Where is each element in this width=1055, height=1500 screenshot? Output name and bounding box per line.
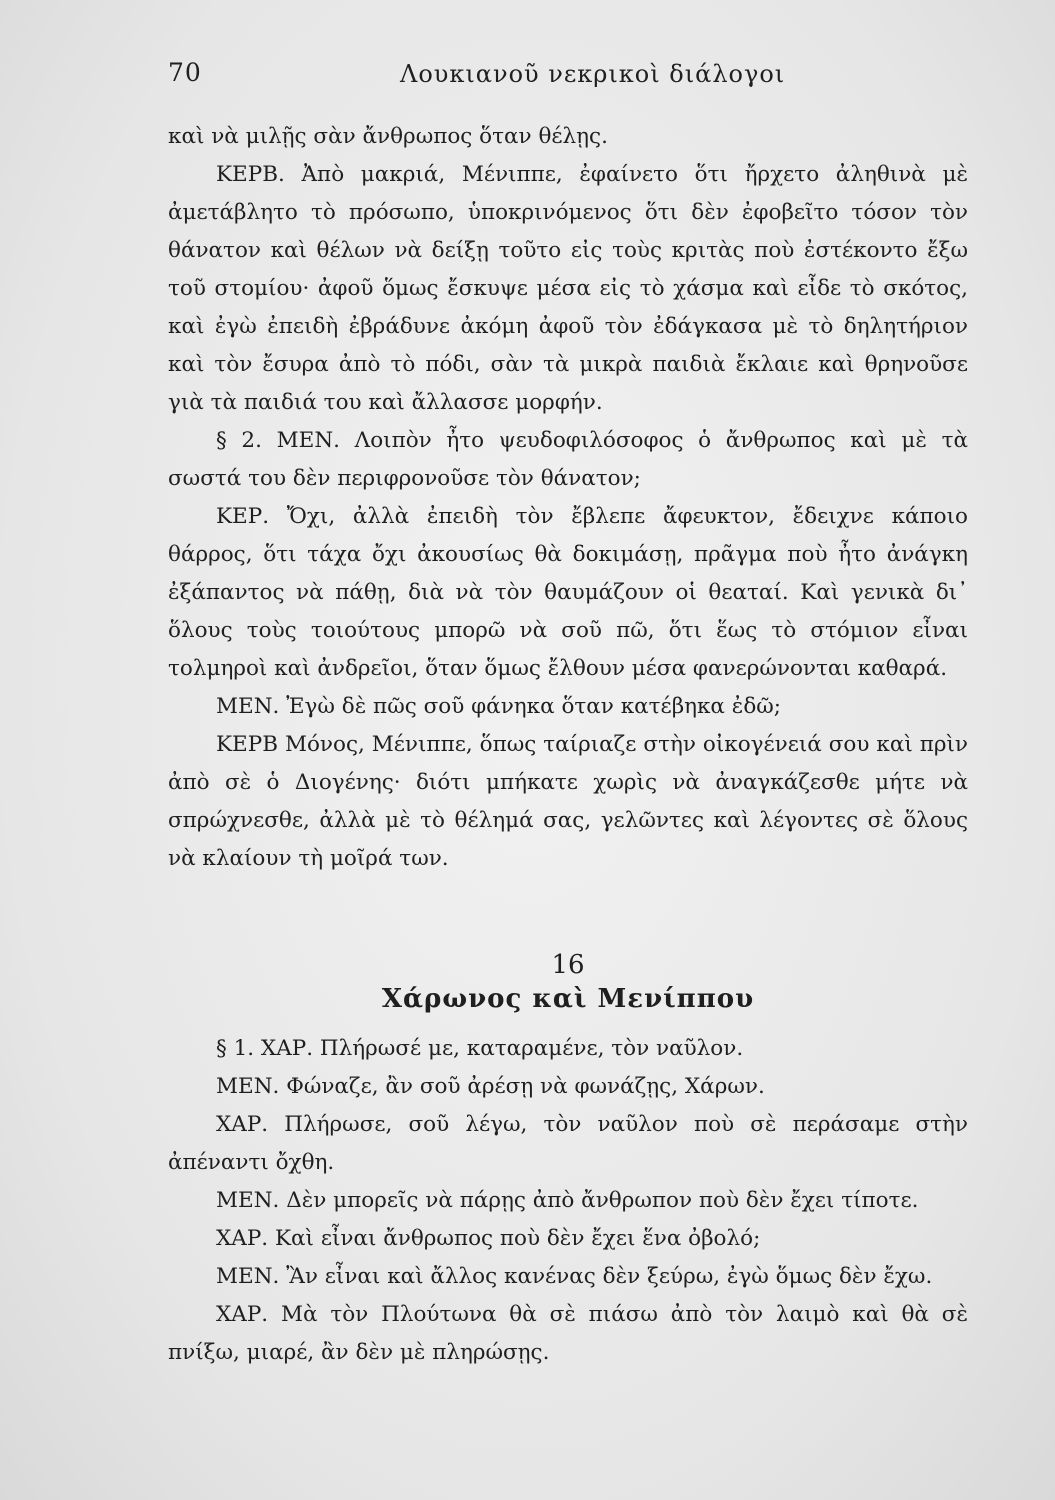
dialogue-title: Χάρωνος καὶ Μενίππου: [381, 984, 755, 1014]
paragraph-char-2: ΧΑΡ. Πλήρωσε, σοῦ λέγω, τὸν ναῦλον ποὺ σὲ περάσαμε στὴν ἀπέναντι ὄχθη.: [168, 1112, 968, 1175]
paragraph-continuation: καὶ νὰ μιλῇς σὰν ἄνθρωπος ὅταν θέλῃς.: [168, 124, 608, 149]
paragraph-char-4: ΧΑΡ. Μὰ τὸν Πλούτωνα θὰ σὲ πιάσω ἀπὸ τὸν λαιμὸ καὶ θὰ σὲ πνίξω, μιαρέ, ἂν δὲν μὲ πληρώσῃς.: [168, 1302, 968, 1365]
paragraph-char-1: § 1. ΧΑΡ. Πλήρωσέ με, καταραμένε, τὸν ναῦλον.: [216, 1036, 744, 1061]
paragraph-men-4: ΜΕΝ. Δὲν μπορεῖς νὰ πάρῃς ἀπὸ ἄνθρωπον ποὺ δὲν ἔχει τίποτε.: [216, 1188, 919, 1213]
page-number: 70: [168, 58, 202, 87]
paragraph-men-2: ΜΕΝ. Ἐγὼ δὲ πῶς σοῦ φάνηκα ὅταν κατέβηκα ἐδῶ;: [216, 694, 782, 719]
dialogue-16-text: [168, 1030, 968, 1372]
paragraph-men-1: § 2. ΜΕΝ. Λοιπὸν ἦτο ψευδοφιλόσοφος ὁ ἄνθρωπος καὶ μὲ τὰ σωστά του δὲν περιφρονοῦσε τὸν θάνατον;: [168, 428, 968, 491]
paragraph-men-5: ΜΕΝ. Ἂν εἶναι καὶ ἄλλος κανένας δὲν ξεύρω, ἐγὼ ὅμως δὲν ἔχω.: [216, 1264, 933, 1289]
paragraph-ker-2: ΚΕΡ. Ὄχι, ἀλλὰ ἐπειδὴ τὸν ἔβλεπε ἄφευκτον, ἔδειχνε κάποιο θάρρος, ὅτι τάχα ὄχι ἀκουσίως θὰ δοκιμάσῃ, πρᾶγμα ποὺ ἦτο ἀνάγκη ἐξάπαντος νὰ πάθῃ, διὰ νὰ τὸν θαυμάζουν οἱ θεαταί. Καὶ γενικὰ δι᾽ ὅλους τοὺς τοιούτους μπορῶ νὰ σοῦ πῶ, ὅτι ἕως τὸ στόμιον εἶναι τολμηροὶ καὶ ἀνδρεῖοι, ὅταν ὅμως ἔλθουν μέσα φανερώνονται καθαρά.: [168, 504, 968, 681]
paragraph-kerv-1: ΚΕΡΒ. Ἀπὸ μακριά, Μένιππε, ἐφαίνετο ὅτι ἤρχετο ἀληθινὰ μὲ ἀμετάβλητο τὸ πρόσωπο, ὑποκρινόμενος ὅτι δὲν ἐφοβεῖτο τόσον τὸν θάνατον καὶ θέλων νὰ δείξῃ τοῦτο εἰς τοὺς κριτὰς ποὺ ἐστέκοντο ἔξω τοῦ στομίου· ἀφοῦ ὅμως ἔσκυψε μέσα εἰς τὸ χάσμα καὶ εἶδε τὸ σκότος, καὶ ἐγὼ ἐπειδὴ ἐβράδυνε ἀκόμη ἀφοῦ τὸν ἐδάγκασα μὲ τὸ δηλητήριον καὶ τὸν ἔσυρα ἀπὸ τὸ πόδι, σὰν τὰ μικρὰ παιδιὰ ἔκλαιε καὶ θρηνοῦσε γιὰ τὰ παιδιά του καὶ ἄλλασσε μορφήν.: [168, 162, 968, 415]
dialogue-15-text: [168, 118, 968, 878]
running-title: Λουκιανοῦ νεκρικοὶ διάλογοι: [400, 60, 786, 88]
running-head: [168, 58, 968, 98]
paragraph-kerv-3: ΚΕΡΒ Μόνος, Μένιππε, ὅπως ταίριαζε στὴν οἰκογένειά σου καὶ πρὶν ἀπὸ σὲ ὁ Διογένης· διότι μπήκατε χωρὶς νὰ ἀναγκάζεσθε μήτε νὰ σπρώχνεσθε, ἀλλὰ μὲ τὸ θέλημά σας, γελῶντες καὶ λέγοντες σὲ ὅλους νὰ κλαίουν τὴ μοῖρά των.: [168, 732, 968, 871]
dialogue-number: 16: [551, 950, 585, 980]
paragraph-char-3: ΧΑΡ. Καὶ εἶναι ἄνθρωπος ποὺ δὲν ἔχει ἕνα ὀβολό;: [216, 1226, 761, 1251]
paragraph-men-3: ΜΕΝ. Φώναζε, ἂν σοῦ ἀρέσῃ νὰ φωνάζῃς, Χάρων.: [216, 1074, 765, 1099]
